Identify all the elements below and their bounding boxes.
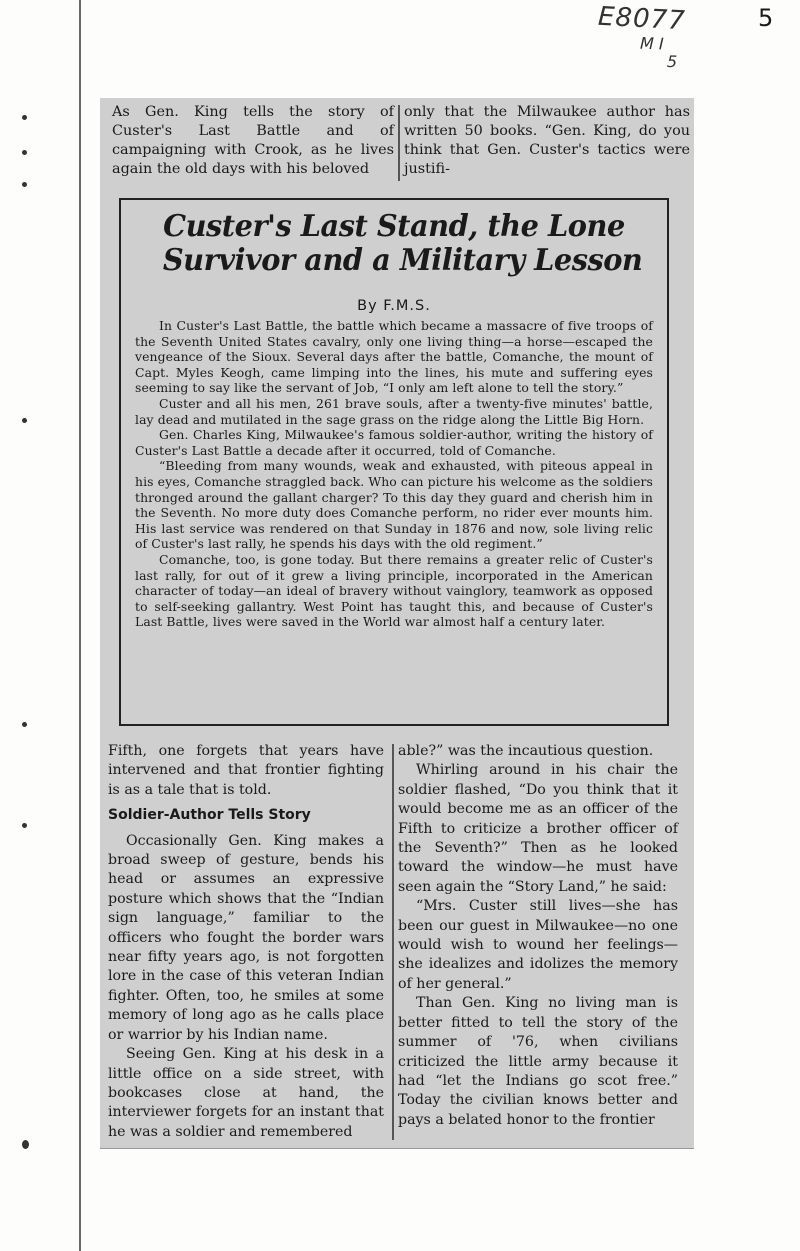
byline: By F.M.S.: [357, 298, 431, 314]
box-paragraph: “Bleeding from many wounds, weak and exhausted, with piteous appeal in his eyes, Comanche straggled back. Who can picture his welcome as the soldiers thronged around the gallant charger? To this day they guard and cherish him in the Seventh. No more duty does Comanche perform, no rider ever mounts him. His last service was rendered on that Sunday in 1876 and now, sole living relic of Custer's last rally, he spends his days with the old regiment.”: [135, 458, 653, 552]
catalog-sub2: 5: [666, 51, 678, 72]
paragraph: Fifth, one forgets that years have intervened and that frontier fighting is as a tale that is told.: [108, 743, 384, 798]
clipping-edge: [100, 1148, 694, 1149]
subheading: Soldier-Author Tells Story: [108, 807, 311, 824]
margin-dot: [22, 722, 27, 727]
scan-margin-line: [79, 0, 81, 1251]
margin-dot: [22, 823, 27, 828]
paragraph: Occasionally Gen. King makes a broad sweep of gesture, bends his head or assumes an expressive posture which shows that the “Indian sign language,” familiar to the officers who fought the border wars near fifty years ago, is not forgotten lore in the case of this veteran Indian fighter. Often, too, he smiles at some memory of long ago as he calls place or warrior by his Indian name.: [108, 832, 384, 1043]
paragraph: Seeing Gen. King at his desk in a little office on a side street, with bookcases close at hand, the interviewer forgets for an instant that he was a soldier and remembered: [108, 1046, 384, 1140]
headline: [145, 210, 642, 278]
paragraph: Than Gen. King no living man is better fitted to tell the story of the summer of '76, when civilians criticized the little army because it had “let the Indians go scot free.” Today the civilian knows better and pays a belated honor to the frontier: [398, 995, 678, 1128]
box-paragraph: Custer and all his men, 261 brave souls, after a twenty-five minutes' battle, lay dead and mutilated in the sage grass on the ridge along the Little Big Horn.: [135, 395, 653, 427]
headline-line-2: Survivor and a Military Lesson: [162, 243, 643, 278]
bottom-left-column: [108, 742, 384, 1142]
margin-dot: [22, 1140, 29, 1149]
catalog-number: E8077: [597, 1, 687, 37]
box-paragraph: Comanche, too, is gone today. But there remains a greater relic of Custer's last rally, for out of it grew a living principle, incorporated in the American character of today—an ideal of bravery without vainglory, teamwork as opposed to self-seeking gallantry. West Point has taught this, and because of Custer's Last Battle, lives were saved in the World war almost half a century later.: [135, 551, 653, 630]
feature-box: [119, 198, 669, 726]
top-left-column: As Gen. King tells the story of Custer's Last Battle and of campaigning with Crook, as he lives again the old days with his beloved: [112, 104, 394, 177]
margin-dot: [22, 150, 27, 155]
margin-dot: [22, 115, 27, 120]
page-number: 5: [758, 4, 774, 32]
top-columns: [112, 103, 690, 183]
catalog-sub: M I: [639, 33, 664, 54]
margin-dot: [22, 182, 27, 187]
margin-dot: [22, 418, 27, 423]
column-rule: [392, 744, 394, 1140]
headline-line-1: Custer's Last Stand, the Lone: [163, 209, 625, 244]
paragraph: “Mrs. Custer still lives—she has been our guest in Milwaukee—no one would wish to wound her feelings—she idealizes and idolizes the memory of her general.”: [398, 898, 678, 992]
paragraph: able?” was the incautious question.: [398, 743, 654, 759]
box-body: [135, 318, 653, 630]
box-paragraph: In Custer's Last Battle, the battle which became a massacre of five troops of the Seventh United States cavalry, only one living thing—a horse—escaped the vengeance of the Sioux. Several days after the battle, Comanche, the mount of Capt. Myles Keogh, came limping into the lines, his mute and suffering eyes seeming to say like the servant of Job, “I only am left alone to tell the story.”: [135, 318, 653, 396]
bottom-right-column: [398, 742, 678, 1130]
box-paragraph: Gen. Charles King, Milwaukee's famous soldier-author, writing the history of Custer's Last Battle a decade after it occurred, told of Comanche.: [135, 427, 653, 458]
paragraph: Whirling around in his chair the soldier flashed, “Do you think that it would become me as an officer of the Fifth to criticize a brother officer of the Seventh?” Then as he looked toward the window—he must have seen again the “Story Land,” he said:: [398, 762, 678, 895]
top-right-column: only that the Milwaukee author has written 50 books. “Gen. King, do you think that Gen. Custer's tactics were justifi-: [404, 104, 690, 177]
column-rule: [398, 105, 400, 181]
